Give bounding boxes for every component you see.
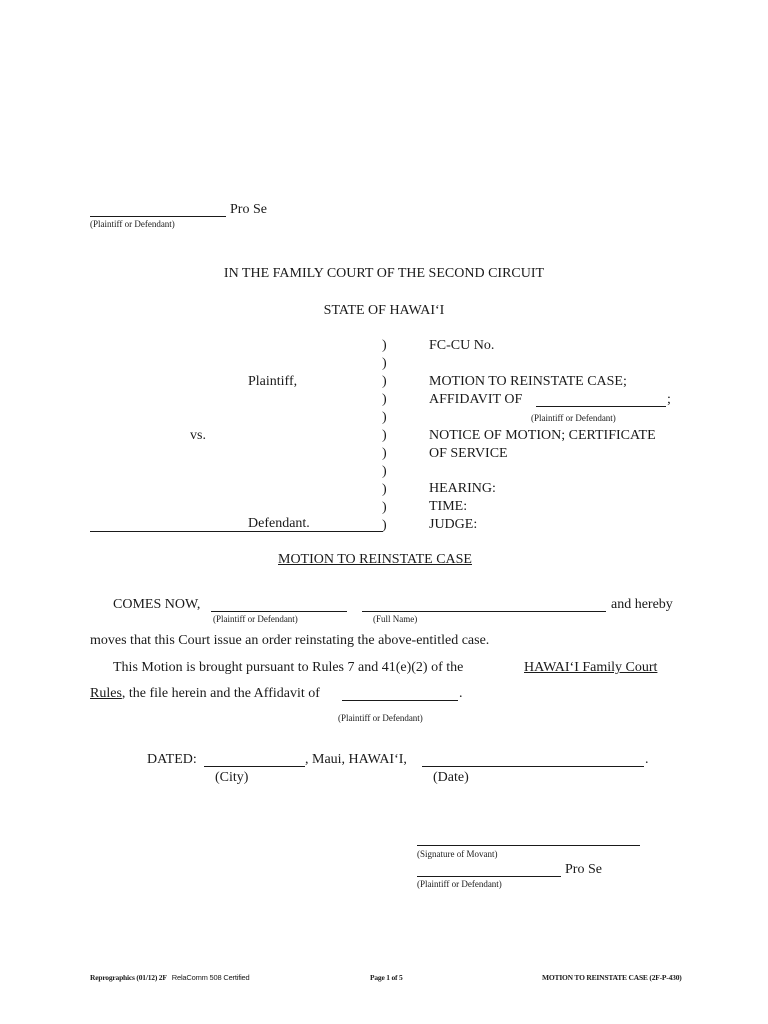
paren: ) (382, 392, 387, 407)
paren: ) (382, 446, 387, 461)
affidavit-party-line[interactable] (536, 406, 666, 407)
time-label: TIME: (429, 499, 468, 514)
comes-now-party-line[interactable] (211, 611, 347, 612)
moves-text: moves that this Court issue an order reinstating the above-entitled case. (90, 633, 490, 648)
footer-page-number: Page 1 of 5 (370, 973, 403, 982)
motion-heading: MOTION TO REINSTATE CASE (278, 552, 472, 567)
full-name-line[interactable] (362, 611, 606, 612)
affidavit-name-hint: (Plaintiff or Defendant) (338, 713, 423, 723)
and-hereby-text: and hereby (611, 597, 673, 612)
city-line[interactable] (204, 766, 305, 767)
dated-end: . (645, 752, 649, 767)
paren: ) (382, 464, 387, 479)
signature-party-line[interactable] (417, 876, 561, 877)
paren: ) (382, 518, 387, 533)
paren: ) (382, 374, 387, 389)
state-title: STATE OF HAWAI‘I (323, 303, 445, 318)
signature-hint: (Signature of Movant) (417, 849, 498, 859)
vs-label: vs. (190, 428, 206, 443)
hearing-label: HEARING: (429, 481, 496, 496)
pro-se-label: Pro Se (230, 202, 267, 217)
affidavit-name-line[interactable] (342, 700, 458, 701)
document-title-1: MOTION TO REINSTATE CASE; (429, 374, 627, 389)
signature-line[interactable] (417, 845, 640, 846)
comes-now-party-hint: (Plaintiff or Defendant) (213, 614, 298, 624)
period: . (459, 686, 463, 701)
case-number-label: FC-CU No. (429, 338, 495, 353)
paren: ) (382, 338, 387, 353)
affidavit-text: , the file herein and the Affidavit of (121, 686, 320, 701)
court-title: IN THE FAMILY COURT OF THE SECOND CIRCUIT (223, 266, 545, 281)
judge-label: JUDGE: (429, 517, 478, 532)
paren: ) (382, 500, 387, 515)
date-line[interactable] (422, 766, 644, 767)
caption-bottom-line (90, 531, 383, 532)
rules-reference-2: Rules (90, 686, 122, 701)
defendant-label: Defendant. (248, 516, 310, 531)
document-title-3: NOTICE OF MOTION; CERTIFICATE (429, 428, 656, 443)
rules-line-2 (90, 686, 320, 702)
rules-text: This Motion is brought pursuant to Rules 7 and 41(e)(2) of the (113, 660, 464, 675)
city-hint: (City) (215, 770, 249, 785)
dated-label: DATED: (147, 752, 197, 767)
paren: ) (382, 482, 387, 497)
footer-left (90, 973, 249, 982)
semicolon: ; (667, 392, 671, 407)
paren: ) (382, 410, 387, 425)
footer-certified: RelaComm 508 Certified (171, 973, 250, 982)
footer-reprographics: Reprographics (01/12) 2F (90, 973, 167, 982)
document-title-4: OF SERVICE (429, 446, 508, 461)
paren: ) (382, 356, 387, 371)
comes-now-label: COMES NOW, (113, 597, 201, 612)
dated-place: , Maui, HAWAI‘I, (305, 752, 407, 767)
rules-reference-1: HAWAI‘I Family Court (524, 660, 658, 675)
date-hint: (Date) (433, 770, 469, 785)
signature-party-hint: (Plaintiff or Defendant) (417, 879, 502, 889)
footer-form-title: MOTION TO REINSTATE CASE (2F-P-430) (542, 973, 682, 982)
party-name-line[interactable] (90, 216, 226, 217)
affidavit-party-hint: (Plaintiff or Defendant) (531, 413, 616, 423)
paren: ) (382, 428, 387, 443)
plaintiff-label: Plaintiff, (248, 374, 298, 389)
full-name-hint: (Full Name) (373, 614, 418, 624)
signature-pro-se: Pro Se (565, 862, 602, 877)
party-hint: (Plaintiff or Defendant) (90, 219, 175, 229)
document-title-2: AFFIDAVIT OF (429, 392, 523, 407)
